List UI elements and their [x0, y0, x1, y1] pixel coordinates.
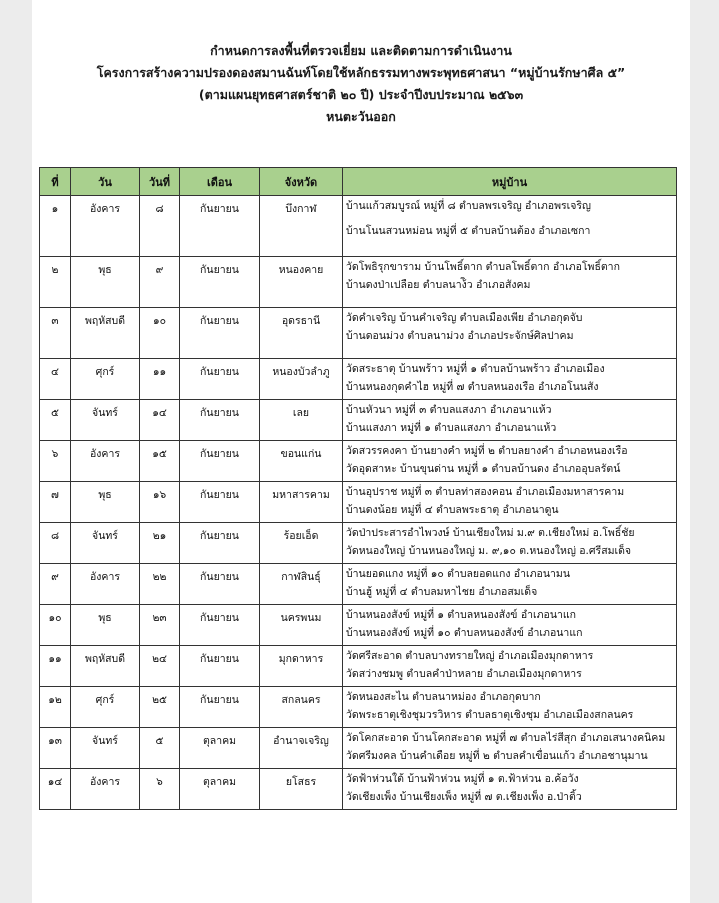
row-number: ๔: [40, 359, 71, 400]
table-row: [40, 523, 677, 564]
row-month: กันยายน: [180, 441, 260, 482]
table-row: [40, 687, 677, 728]
row-number: ๘: [40, 523, 71, 564]
row-day: พฤหัสบดี: [71, 646, 140, 687]
village-line: บ้านหนองสังข์ หมู่ที่ ๑ ตำบลหนองสังข์ อำเภอนาแก: [346, 609, 577, 621]
table-row: [40, 728, 677, 769]
row-month: กันยายน: [180, 523, 260, 564]
table-row: [40, 441, 677, 482]
row-month: กันยายน: [180, 400, 260, 441]
row-province: อุดรธานี: [260, 308, 343, 359]
row-date: ๕: [140, 728, 180, 769]
table-body: [40, 196, 677, 810]
table-header-row: [40, 168, 677, 196]
village-line: บ้านดอนม่วง ตำบลนาม่วง อำเภอประจักษ์ศิลปาคม: [346, 330, 574, 342]
row-number: ๑๔: [40, 769, 71, 810]
village-line: วัดอุดสาหะ บ้านขุนด่าน หมู่ที่ ๑ ตำบลบ้านดง อำเภออุบลรัตน์: [346, 463, 621, 475]
row-day: อังคาร: [71, 441, 140, 482]
row-number: ๗: [40, 482, 71, 523]
table-row: [40, 359, 677, 400]
table-row: [40, 605, 677, 646]
village-line: บ้านแก้วสมบูรณ์ หมู่ที่ ๘ ตำบลพรเจริญ อำเภอพรเจริญ: [346, 200, 591, 212]
header-line-2: โครงการสร้างความปรองดองสมานฉันท์โดยใช้หลักธรรมทางพระพุทธศาสนา “หมู่บ้านรักษาศีล ๕”: [96, 65, 626, 80]
village-line: วัดฟ้าห่วนใต้ บ้านฟ้าห่วน หมู่ที่ ๑ ต.ฟ้าห่วน อ.ค้อวัง: [346, 773, 579, 785]
row-province: กาฬสินธุ์: [260, 564, 343, 605]
row-day: พฤหัสบดี: [71, 308, 140, 359]
row-day: พุธ: [71, 605, 140, 646]
row-villages: [343, 687, 677, 728]
row-province: มุกดาหาร: [260, 646, 343, 687]
row-province: เลย: [260, 400, 343, 441]
village-line: บ้านแสงภา หมู่ที่ ๑ ตำบลแสงภา อำเภอนาแห้ว: [346, 422, 557, 434]
village-line: วัดโพธิรุกขาราม บ้านโพธิ์ตาก ตำบลโพธิ์ตาก อำเภอโพธิ์ตาก: [346, 261, 620, 273]
row-date: ๑๐: [140, 308, 180, 359]
row-number: ๑๐: [40, 605, 71, 646]
row-villages: [343, 646, 677, 687]
row-villages: [343, 564, 677, 605]
table-row: [40, 769, 677, 810]
row-day: อังคาร: [71, 564, 140, 605]
col-header-month: เดือน: [180, 168, 260, 196]
row-day: อังคาร: [71, 769, 140, 810]
village-line: วัดศรีสะอาด ตำบลบางทรายใหญ่ อำเภอเมืองมุกดาหาร: [346, 650, 594, 662]
table-row: [40, 564, 677, 605]
village-line: บ้านฮู้ หมู่ที่ ๔ ตำบลมหาไชย อำเภอสมเด็จ: [346, 586, 538, 598]
row-month: กันยายน: [180, 196, 260, 257]
village-line: วัดสว่างชมพู ตำบลคำป่าหลาย อำเภอเมืองมุกดาหาร: [346, 668, 582, 680]
row-date: ๑๕: [140, 441, 180, 482]
row-villages: [343, 441, 677, 482]
village-line: วัดหนองใหญ่ บ้านหนองใหญ่ ม. ๙,๑๐ ต.หนองใหญ่ อ.ศรีสมเด็จ: [346, 545, 632, 557]
village-line: วัดสวรรคงคา บ้านยางคำ หมู่ที่ ๒ ตำบลยางคำ อำเภอหนองเรือ: [346, 445, 628, 457]
row-month: กันยายน: [180, 257, 260, 308]
village-line: วัดเชียงเพ็ง บ้านเชียงเพ็ง หมู่ที่ ๗ ต.เชียงเพ็ง อ.ป่าติ้ว: [346, 791, 582, 803]
row-day: จันทร์: [71, 728, 140, 769]
row-number: ๑๓: [40, 728, 71, 769]
row-province: สกลนคร: [260, 687, 343, 728]
header-line-1: กำหนดการลงพื้นที่ตรวจเยี่ยม และติดตามการดำเนินงาน: [210, 43, 512, 58]
row-villages: [343, 605, 677, 646]
row-date: ๘: [140, 196, 180, 257]
col-header-no: ที่: [40, 168, 71, 196]
row-villages: [343, 359, 677, 400]
row-number: ๑๒: [40, 687, 71, 728]
village-line: บ้านดงป่าเปลือย ตำบลนาง้ิว อำเภอสังคม: [346, 279, 531, 291]
row-number: ๖: [40, 441, 71, 482]
table-row: [40, 646, 677, 687]
row-villages: [343, 769, 677, 810]
table-row: [40, 196, 677, 257]
row-day: พุธ: [71, 257, 140, 308]
header-line-4: หนตะวันออก: [326, 109, 396, 124]
col-header-day: วัน: [71, 168, 140, 196]
row-day: จันทร์: [71, 400, 140, 441]
row-day: พุธ: [71, 482, 140, 523]
village-line: บ้านหัวนา หมู่ที่ ๓ ตำบลแสงภา อำเภอนาแห้ว: [346, 404, 552, 416]
row-month: กันยายน: [180, 564, 260, 605]
row-date: ๒๕: [140, 687, 180, 728]
row-villages: [343, 257, 677, 308]
row-month: กันยายน: [180, 359, 260, 400]
table-row: [40, 257, 677, 308]
row-province: ร้อยเอ็ด: [260, 523, 343, 564]
village-line: วัดสระธาตุ บ้านพร้าว หมู่ที่ ๑ ตำบลบ้านพร้าว อำเภอเมือง: [346, 363, 605, 375]
col-header-village: หมู่บ้าน: [343, 168, 677, 196]
row-date: ๑๑: [140, 359, 180, 400]
row-month: กันยายน: [180, 687, 260, 728]
col-header-province: จังหวัด: [260, 168, 343, 196]
row-number: ๙: [40, 564, 71, 605]
row-month: ตุลาคม: [180, 769, 260, 810]
village-line: บ้านดงน้อย หมู่ที่ ๔ ตำบลพระธาตุ อำเภอนาดูน: [346, 504, 559, 516]
row-number: ๑๑: [40, 646, 71, 687]
document-page: [32, 0, 690, 903]
row-day: อังคาร: [71, 196, 140, 257]
row-date: ๒๓: [140, 605, 180, 646]
row-province: อำนาจเจริญ: [260, 728, 343, 769]
row-villages: [343, 400, 677, 441]
village-line: วัดโคกสะอาด บ้านโคกสะอาด หมู่ที่ ๗ ตำบลไร่สีสุก อำเภอเสนางคนิคม: [346, 732, 666, 744]
row-province: บึงกาฬ: [260, 196, 343, 257]
table-row: [40, 482, 677, 523]
row-month: กันยายน: [180, 308, 260, 359]
row-province: ขอนแก่น: [260, 441, 343, 482]
row-villages: [343, 308, 677, 359]
village-line: บ้านหนองสังข์ หมู่ที่ ๑๐ ตำบลหนองสังข์ อำเภอนาแก: [346, 627, 583, 639]
schedule-table: [39, 167, 677, 810]
row-date: ๖: [140, 769, 180, 810]
village-line: วัดหนองสะไน ตำบลนาหม่อง อำเภอกุดบาก: [346, 691, 541, 703]
row-villages: [343, 728, 677, 769]
row-province: หนองบัวลำภู: [260, 359, 343, 400]
row-date: ๒๒: [140, 564, 180, 605]
row-month: ตุลาคม: [180, 728, 260, 769]
village-line: บ้านโนนสวนหม่อน หมู่ที่ ๕ ตำบลบ้านต้อง อำเภอเซกา: [346, 225, 591, 237]
row-date: ๒๔: [140, 646, 180, 687]
row-province: มหาสารคาม: [260, 482, 343, 523]
table-row: [40, 308, 677, 359]
row-villages: [343, 523, 677, 564]
row-province: ยโสธร: [260, 769, 343, 810]
row-villages: [343, 482, 677, 523]
village-line: บ้านอุปราช หมู่ที่ ๓ ตำบลท่าสองคอน อำเภอเมืองมหาสารคาม: [346, 486, 625, 498]
village-line: บ้านยอดแกง หมู่ที่ ๑๐ ตำบลยอดแกง อำเภอนามน: [346, 568, 570, 580]
table-row: [40, 400, 677, 441]
row-number: ๕: [40, 400, 71, 441]
village-line: วัดคำเจริญ บ้านคำเจริญ ตำบลเมืองเพีย อำเภอกุดจับ: [346, 312, 583, 324]
row-day: ศุกร์: [71, 359, 140, 400]
row-day: ศุกร์: [71, 687, 140, 728]
village-line: บ้านหนองกุดคำไฮ หมู่ที่ ๗ ตำบลหนองเรือ อำเภอโนนสัง: [346, 381, 599, 393]
village-line: วัดป่าประสารอำไพวงษ์ บ้านเชียงใหม่ ม.๙ ต.เชียงใหม่ อ.โพธิ์ชัย: [346, 527, 635, 539]
row-villages: [343, 196, 677, 257]
row-number: ๒: [40, 257, 71, 308]
row-day: จันทร์: [71, 523, 140, 564]
row-month: กันยายน: [180, 646, 260, 687]
row-month: กันยายน: [180, 605, 260, 646]
row-date: ๑๔: [140, 400, 180, 441]
row-number: ๑: [40, 196, 71, 257]
row-province: หนองคาย: [260, 257, 343, 308]
row-date: ๑๖: [140, 482, 180, 523]
village-line: วัดพระธาตุเชิงชุมวรวิหาร ตำบลธาตุเชิงชุม อำเภอเมืองสกลนคร: [346, 709, 634, 721]
row-month: กันยายน: [180, 482, 260, 523]
row-date: ๙: [140, 257, 180, 308]
row-date: ๒๑: [140, 523, 180, 564]
village-line: วัดศรีมงคล บ้านคำเดือย หมู่ที่ ๒ ตำบลคำเขื่อนแก้ว อำเภอชานุมาน: [346, 750, 648, 762]
col-header-date: วันที่: [140, 168, 180, 196]
header-line-3: (ตามแผนยุทธศาสตร์ชาติ ๒๐ ปี) ประจำปีงบประมาณ ๒๕๖๓: [198, 87, 524, 102]
row-province: นครพนม: [260, 605, 343, 646]
row-number: ๓: [40, 308, 71, 359]
document-header: [32, 40, 690, 128]
